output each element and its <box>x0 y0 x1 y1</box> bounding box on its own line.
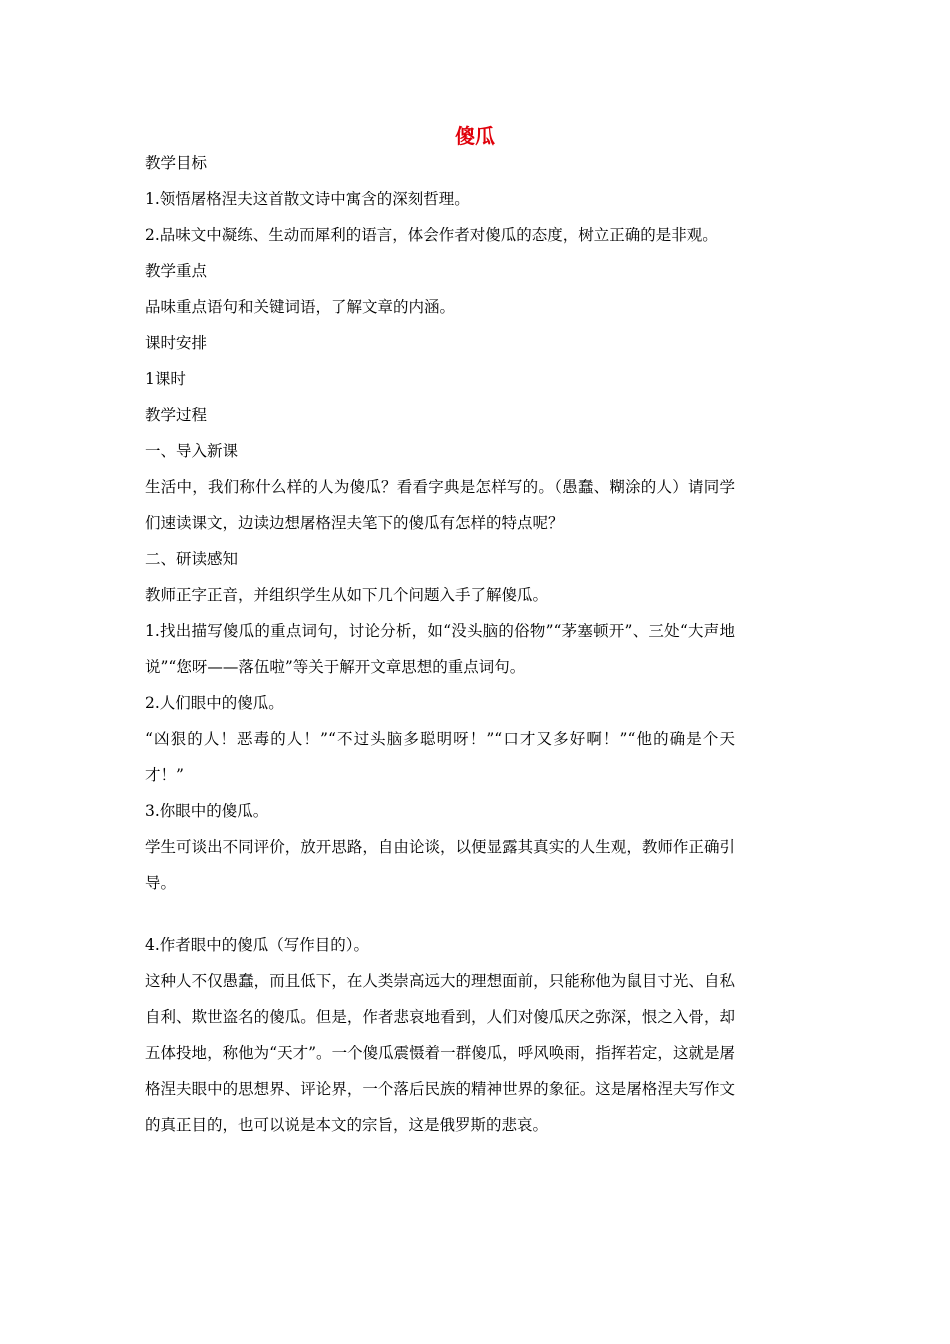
paragraph-gap <box>145 901 735 927</box>
document-title: 傻瓜 <box>455 124 495 148</box>
heading-objectives: 教学目标 <box>145 154 208 172</box>
objective-item: 1.领悟屠格涅夫这首散文诗中寓含的深刻哲理。 <box>145 190 470 208</box>
section-intro-heading: 一、导入新课 <box>145 442 239 460</box>
question-item: 4.作者眼中的傻瓜（写作目的）。 <box>145 936 370 954</box>
key-points-text: 品味重点语句和关键词语，了解文章的内涵。 <box>145 298 456 316</box>
heading-schedule: 课时安排 <box>145 334 208 352</box>
intro-paragraph: 生活中，我们称什么样的人为傻瓜？看看字典是怎样写的。（愚蠢、糊涂的人）请同学们速读课文，边读边想屠格涅夫笔下的傻瓜有怎样的特点呢？ <box>145 478 735 532</box>
question-item: 3.你眼中的傻瓜。 <box>145 802 269 820</box>
question-item: 2.人们眼中的傻瓜。 <box>145 694 284 712</box>
reading-paragraph: 教师正字正音，并组织学生从如下几个问题入手了解傻瓜。 <box>145 586 549 604</box>
quote-paragraph: “凶狠的人！恶毒的人！”“不过头脑多聪明呀！”“口才又多好啊！”“他的确是个天才！” <box>145 730 735 784</box>
heading-key-points: 教学重点 <box>145 262 208 280</box>
schedule-text: 1课时 <box>145 370 186 388</box>
question-item: 1.找出描写傻瓜的重点词句，讨论分析，如“没头脑的俗物”“茅塞顿开”、三处“大声地说”“您呀——落伍啦”等关于解开文章思想的重点词句。 <box>145 622 735 676</box>
heading-process: 教学过程 <box>145 406 208 424</box>
section-reading-heading: 二、研读感知 <box>145 550 239 568</box>
conclusion-paragraph: 这种人不仅愚蠢，而且低下，在人类崇高远大的理想面前，只能称他为鼠目寸光、自私自利、欺世盗名的傻瓜。但是，作者悲哀地看到，人们对傻瓜厌之弥深，恨之入骨，却五体投地，称他为“天才”。一个傻瓜震慑着一群傻瓜，呼风唤雨，指挥若定，这就是屠格涅夫眼中的思想界、评论界，一个落后民族的精神世界的象征。这是屠格涅夫写作文的真正目的，也可以说是本文的宗旨，这是俄罗斯的悲哀。 <box>145 972 735 1134</box>
objective-item: 2.品味文中凝练、生动而犀利的语言，体会作者对傻瓜的态度，树立正确的是非观。 <box>145 226 718 244</box>
discussion-paragraph: 学生可谈出不同评价，放开思路，自由论谈，以便显露其真实的人生观，教师作正确引导。 <box>145 838 735 892</box>
document-body <box>145 145 735 1143</box>
